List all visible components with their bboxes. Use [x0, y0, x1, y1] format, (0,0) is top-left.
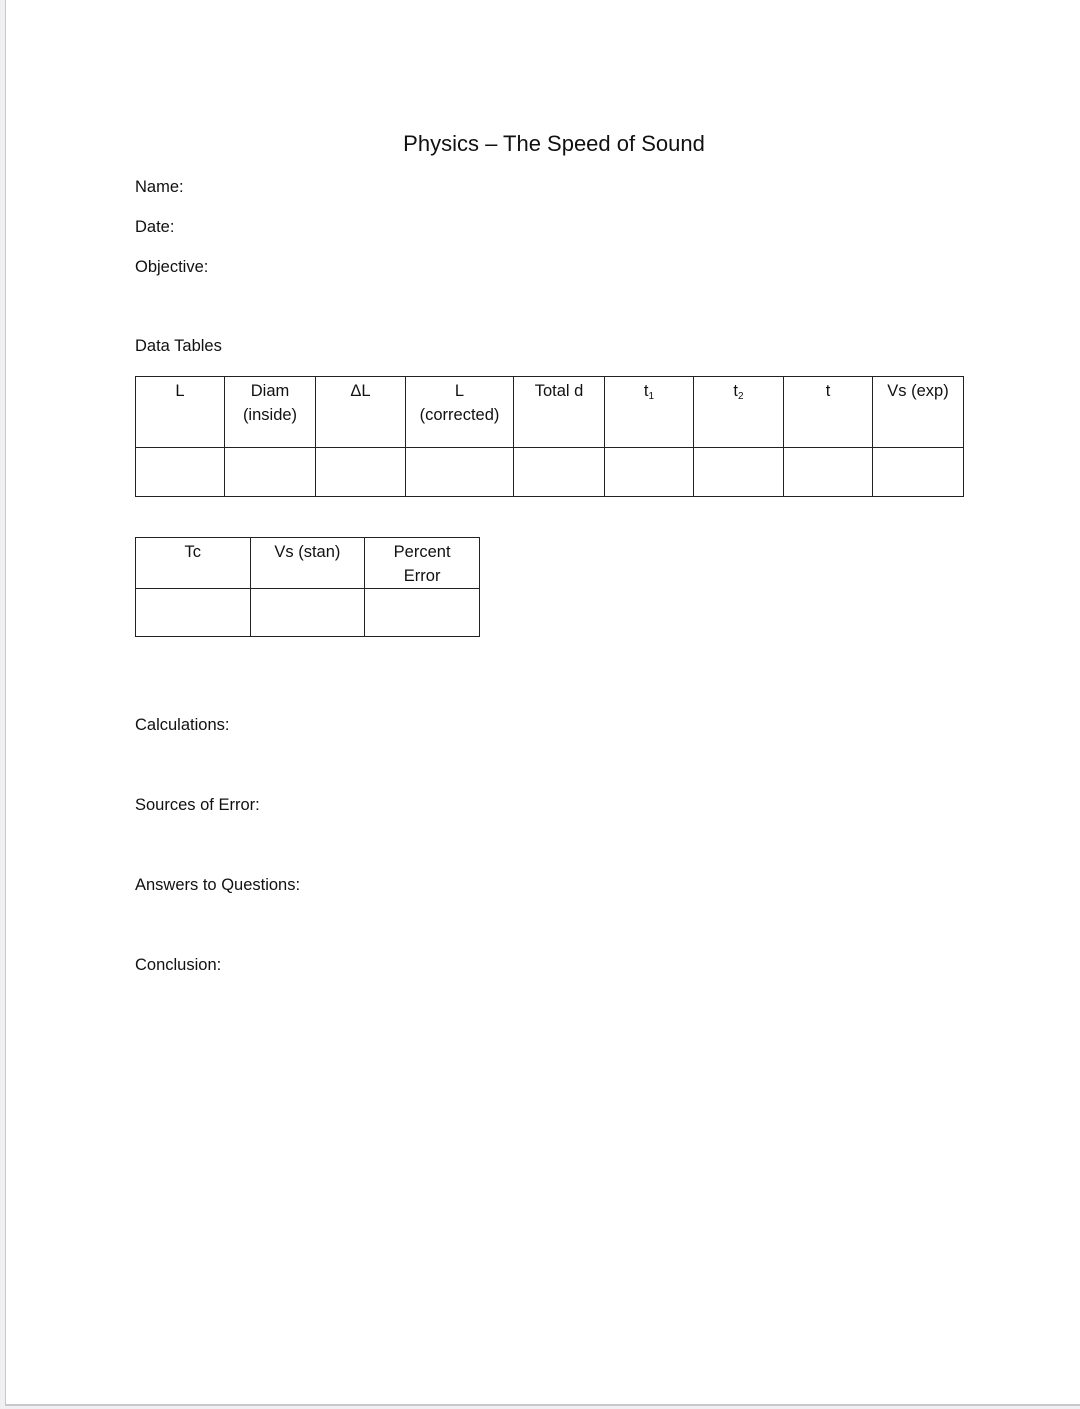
data-cell[interactable] — [225, 448, 316, 497]
header-cell: Vs (stan) — [250, 538, 365, 589]
conclusion-label: Conclusion: — [135, 956, 222, 974]
table-row — [136, 448, 964, 497]
data-cell[interactable] — [316, 448, 406, 497]
header-cell: Diam (inside) — [225, 377, 316, 448]
data-table-1 — [135, 376, 964, 497]
header-cell: L — [136, 377, 225, 448]
data-cell[interactable] — [136, 448, 225, 497]
data-cell[interactable] — [694, 448, 784, 497]
data-cell[interactable] — [784, 448, 873, 497]
answers-label: Answers to Questions: — [135, 876, 301, 894]
data-cell[interactable] — [136, 589, 251, 637]
header-cell: $t_1$ — [605, 377, 694, 448]
data-cell[interactable] — [514, 448, 605, 497]
objective-label: Objective: — [135, 258, 209, 276]
data-cell[interactable] — [365, 589, 480, 637]
table-header-row — [136, 377, 964, 448]
data-cell[interactable] — [250, 589, 365, 637]
document-page — [5, 0, 1080, 1406]
table-row — [136, 589, 480, 637]
header-cell: Total d — [514, 377, 605, 448]
date-label: Date: — [135, 218, 175, 236]
header-cell: Tc — [136, 538, 251, 589]
header-cell: L (corrected) — [406, 377, 514, 448]
header-cell: $t_2$ — [694, 377, 784, 448]
data-cell[interactable] — [605, 448, 694, 497]
header-cell: Vs (exp) — [873, 377, 964, 448]
page-title: Physics – The Speed of Sound — [403, 131, 705, 156]
header-cell: ΔL — [316, 377, 406, 448]
header-cell: t — [784, 377, 873, 448]
name-label: Name: — [135, 178, 184, 196]
data-table-2 — [135, 537, 480, 637]
data-cell[interactable] — [873, 448, 964, 497]
calculations-label: Calculations: — [135, 716, 230, 734]
header-cell: Percent Error — [365, 538, 480, 589]
sources-of-error-label: Sources of Error: — [135, 796, 260, 814]
table-header-row — [136, 538, 480, 589]
data-tables-heading: Data Tables — [135, 337, 222, 355]
data-cell[interactable] — [406, 448, 514, 497]
